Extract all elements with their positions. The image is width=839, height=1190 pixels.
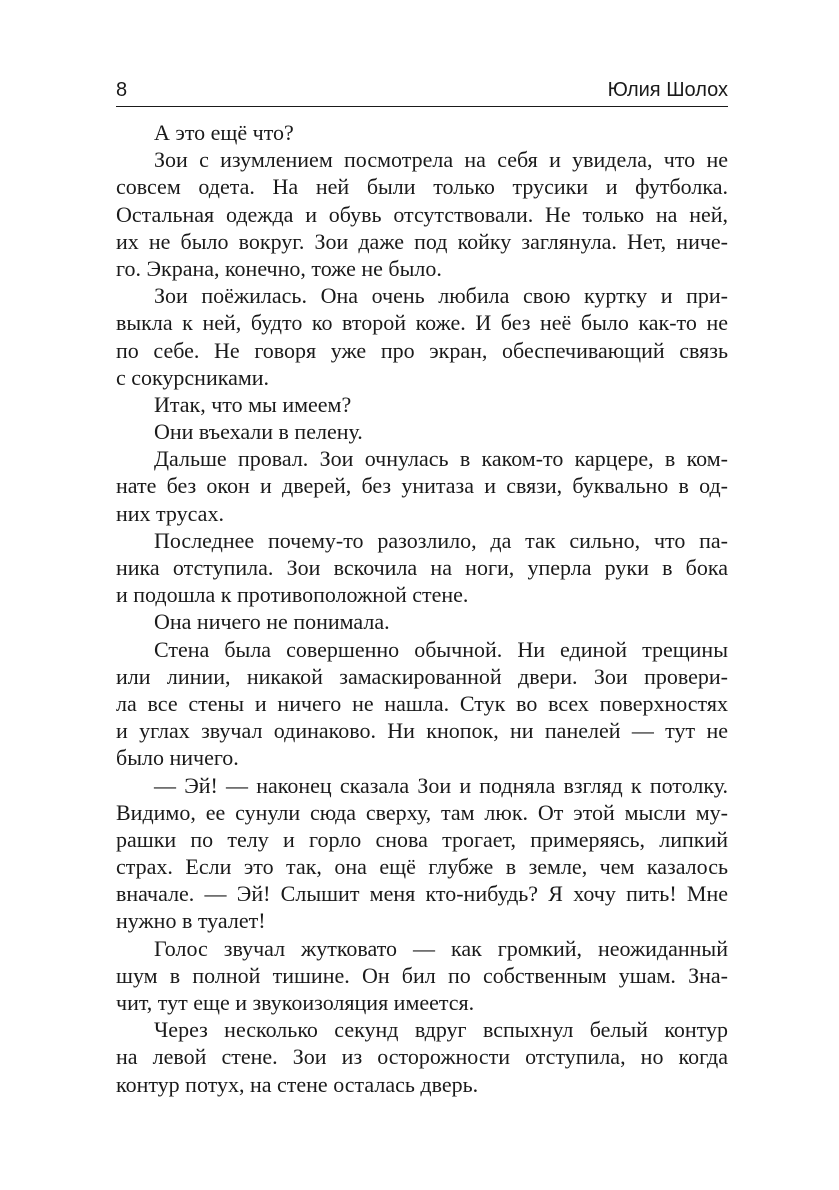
running-header	[116, 74, 728, 107]
text-line: контур потух, на стене осталась дверь.	[116, 1071, 479, 1097]
text-line: Дальше провал. Зои очнулась в каком-то карцере, в ком-	[154, 446, 728, 472]
text-line: нужно в туалет!	[116, 908, 266, 934]
text-line: их не было вокруг. Зои даже под койку заглянула. Нет, ниче-	[116, 228, 728, 254]
text-line: Зои поёжилась. Она очень любила свою куртку и при-	[154, 283, 728, 309]
page-number: 8	[116, 79, 128, 101]
text-line: них трусах.	[116, 500, 224, 526]
text-line: с сокурсниками.	[116, 364, 270, 390]
text-line: или линии, никакой замаскированной двери. Зои провери-	[116, 663, 728, 689]
text-line: рашки по телу и горло снова трогает, примеряясь, липкий	[116, 826, 728, 852]
text-line: Последнее почему-то разозлило, да так сильно, что па-	[154, 527, 728, 553]
text-line: совсем одета. На ней были только трусики и футболка.	[116, 174, 728, 200]
text-line: ника отступила. Зои вскочила на ноги, уперла руки в бока	[116, 555, 728, 580]
body-text	[116, 119, 728, 1098]
text-line: Зои с изумлением посмотрела на себя и увидела, что не	[154, 147, 728, 173]
text-line: — Эй! — наконец сказала Зои и подняла взгляд к потолку.	[154, 772, 728, 798]
text-line: чит, тут еще и звукоизоляция имеется.	[116, 990, 475, 1015]
text-line: по себе. Не говоря уже про экран, обеспечивающий связь	[116, 337, 728, 363]
text-line: было ничего.	[116, 745, 239, 771]
text-line: шум в полной тишине. Он бил по собственным ушам. Зна-	[116, 962, 728, 988]
text-line: нате без окон и дверей, без унитаза и связи, буквально в од-	[116, 473, 728, 499]
text-line: и углах звучал одинаково. Ни кнопок, ни панелей — тут не	[116, 718, 728, 744]
text-line: страх. Если это так, она ещё глубже в земле, чем казалось	[116, 854, 728, 880]
text-line: Она ничего не понимала.	[154, 609, 390, 635]
text-line: вначале. — Эй! Слышит меня кто-нибудь? Я хочу пить! Мне	[116, 881, 728, 907]
text-line: ла все стены и ничего не нашла. Стук во всех поверхностях	[116, 690, 728, 716]
text-line: Они въехали в пелену.	[154, 419, 363, 445]
text-line: Голос звучал жутковато — как громкий, неожиданный	[154, 935, 728, 961]
text-line: го. Экрана, конечно, тоже не было.	[116, 255, 442, 281]
text-line: и подошла к противоположной стене.	[116, 582, 469, 608]
running-title: Юлия Шолох	[607, 79, 728, 101]
text-line: Стена была совершенно обычной. Ни единой трещины	[154, 636, 728, 662]
text-line: Видимо, ее сунули сюда сверху, там люк. От этой мысли му-	[116, 799, 728, 825]
text-line: Через несколько секунд вдруг вспыхнул белый контур	[154, 1017, 728, 1043]
text-line: на левой стене. Зои из осторожности отступила, но когда	[116, 1044, 728, 1070]
text-line: выкла к ней, будто ко второй коже. И без неё было как-то не	[116, 310, 728, 336]
text-line: Остальная одежда и обувь отсутствовали. Не только на ней,	[116, 201, 728, 227]
text-line: А это ещё что?	[154, 120, 294, 145]
text-line: Итак, что мы имеем?	[154, 391, 352, 417]
